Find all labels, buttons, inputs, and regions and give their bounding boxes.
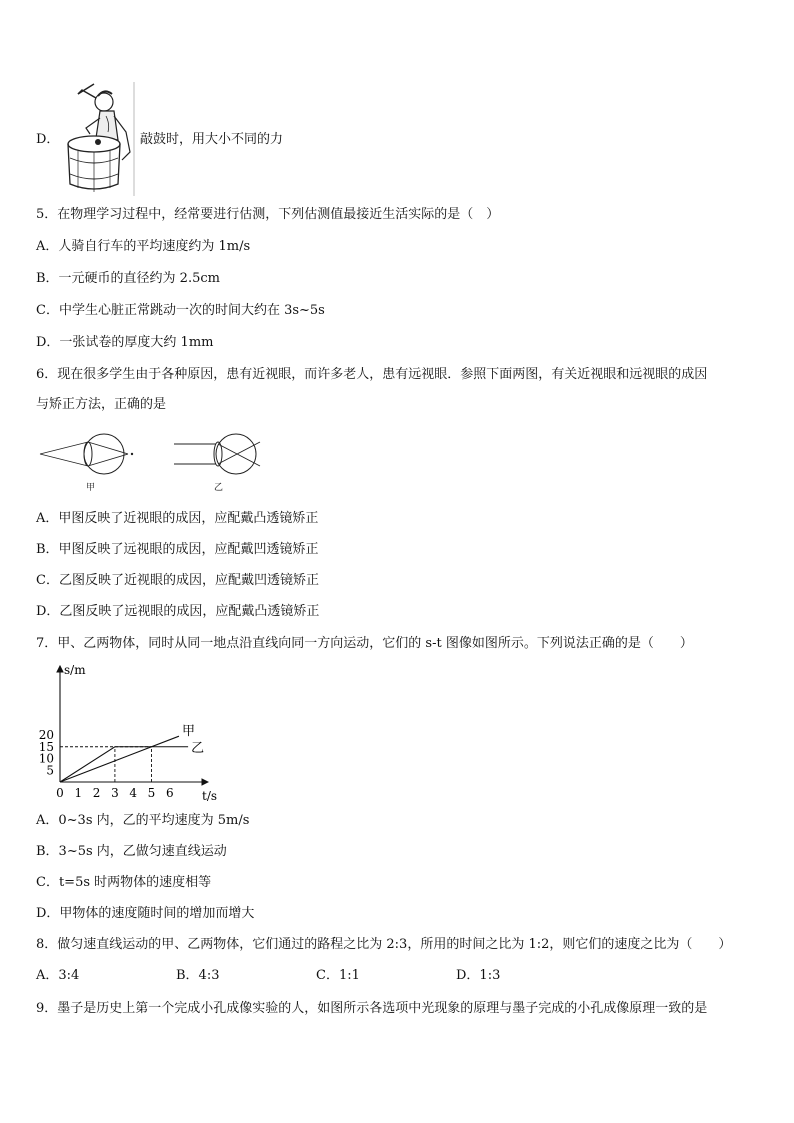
q8-stem: 8．做匀速直线运动的甲、乙两物体，它们通过的路程之比为 2:3，所用的时间之比为 1:2，则它们的速度之比为（ ） xyxy=(36,937,732,952)
q7-option-a: A．0~3s 内，乙的平均速度为 5m/s xyxy=(36,813,250,828)
q4-option-d-text: 敲鼓时，用大小不同的力 xyxy=(140,132,284,147)
eye-label-yi: 乙 xyxy=(214,483,224,493)
series-line-yi xyxy=(60,747,188,782)
eye-label-jia: 甲 xyxy=(86,483,96,493)
series-label-jia: 甲 xyxy=(181,724,195,740)
x-tick-label: 4 xyxy=(129,786,138,800)
q8-option-a: A．3:4 xyxy=(36,968,80,983)
series-label-yi: 乙 xyxy=(191,740,205,756)
x-tick-label: 0 xyxy=(56,786,64,800)
q7-option-c: C．t=5s 时两物体的速度相等 xyxy=(36,875,212,890)
q7-option-d: D．甲物体的速度随时间的增加而增大 xyxy=(36,906,255,921)
q6-option-a: A．甲图反映了近视眼的成因，应配戴凸透镜矫正 xyxy=(36,511,319,526)
x-tick-label: 5 xyxy=(147,786,156,800)
st-graph xyxy=(36,660,236,808)
series-line-jia xyxy=(60,736,179,782)
q7-stem: 7．甲、乙两物体，同时从同一地点沿直线向同一方向运动，它们的 s-t 图像如图所示。下列说法正确的是（ ） xyxy=(36,636,693,651)
q8-option-c: C．1:1 xyxy=(316,968,360,983)
q5-option-a: A．人骑自行车的平均速度约为 1m/s xyxy=(36,239,251,254)
q9-stem: 9．墨子是历史上第一个完成小孔成像实验的人，如图所示各选项中光现象的原理与墨子完成的小孔成像原理一致的是 xyxy=(36,1001,708,1016)
q6-option-b: B．甲图反映了远视眼的成因，应配戴凹透镜矫正 xyxy=(36,542,319,557)
q6-option-c: C．乙图反映了近视眼的成因，应配戴凹透镜矫正 xyxy=(36,573,319,588)
y-tick-label: 10 xyxy=(38,751,54,766)
y-tick-label: 20 xyxy=(38,728,54,742)
x-tick-label: 2 xyxy=(92,786,101,800)
q5-stem: 5．在物理学习过程中，经常要进行估测，下列估测值最接近生活实际的是（ ） xyxy=(36,207,500,222)
x-tick-label: 1 xyxy=(74,786,83,800)
y-axis-label: s/m xyxy=(64,663,86,677)
q7-option-b: B．3~5s 内，乙做匀速直线运动 xyxy=(36,844,227,859)
y-tick-label: 5 xyxy=(46,763,54,778)
q5-option-c: C．中学生心脏正常跳动一次的时间大约在 3s~5s xyxy=(36,303,325,318)
q6-stem-line1: 6．现在很多学生由于各种原因，患有近视眼，而许多老人，患有远视眼．参照下面两图，有关近视眼和远视眼的成因 xyxy=(36,367,708,382)
q5-option-b: B．一元硬币的直径约为 2.5cm xyxy=(36,271,220,286)
q6-stem-line2: 与矫正方法，正确的是 xyxy=(36,397,167,412)
x-tick-label: 6 xyxy=(165,786,174,800)
q8-option-b: B．4:3 xyxy=(176,968,220,983)
q4-option-d-letter: D． xyxy=(36,132,60,147)
drum-figure xyxy=(60,80,142,198)
y-tick-label: 15 xyxy=(38,739,54,754)
q6-option-d: D．乙图反映了远视眼的成因，应配戴凸透镜矫正 xyxy=(36,604,320,619)
x-axis-label: t/s xyxy=(202,789,218,803)
x-tick-label: 3 xyxy=(111,786,119,800)
q5-option-d: D．一张试卷的厚度大约 1mm xyxy=(36,335,214,350)
q8-option-d: D．1:3 xyxy=(456,968,501,983)
eye-diagram-jia xyxy=(36,428,146,478)
eye-diagram-yi xyxy=(170,428,270,478)
